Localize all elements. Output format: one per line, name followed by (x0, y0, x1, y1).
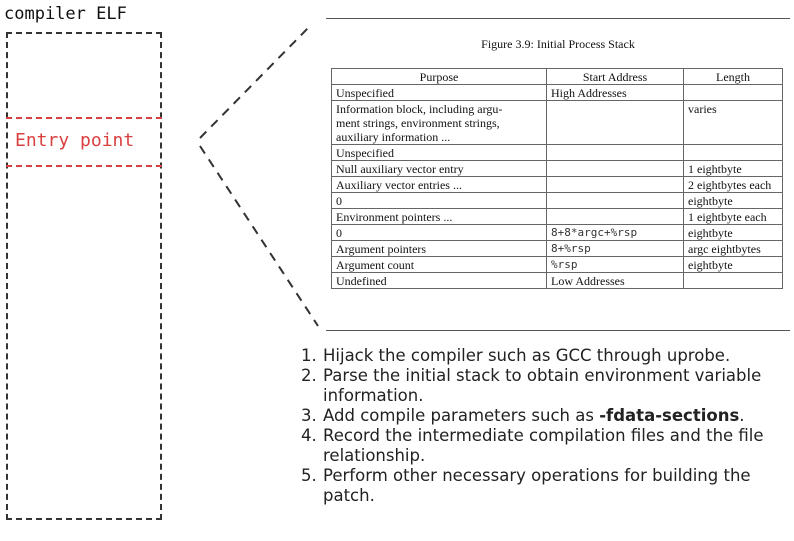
step-text: Parse the initial stack to obtain environment variable information. (323, 366, 762, 405)
cell-start-address: Low Addresses (547, 273, 684, 289)
header-length: Length (684, 69, 783, 85)
figure-title: Figure 3.9: Initial Process Stack (481, 37, 635, 51)
zoom-line-upper (200, 24, 312, 138)
cell-length: 1 eightbyte (684, 161, 783, 177)
step-text: Perform other necessary operations for building the patch. (323, 466, 751, 505)
header-purpose: Purpose (332, 69, 547, 85)
table-row (332, 241, 783, 257)
cell-start-address (547, 101, 684, 145)
cell-start-address: %rsp (547, 257, 684, 273)
cell-length: 1 eightbyte each (684, 209, 783, 225)
cell-length: 2 eightbytes each (684, 177, 783, 193)
table-row (332, 209, 783, 225)
compiler-elf-title: compiler ELF (4, 4, 127, 24)
cell-start-address: 8+8*argc+%rsp (547, 225, 684, 241)
cell-length (684, 273, 783, 289)
cell-start-address: High Addresses (547, 85, 684, 101)
cell-start-address (547, 193, 684, 209)
cell-length (684, 85, 783, 101)
table-row (332, 273, 783, 289)
step-text-end: . (739, 406, 745, 425)
step-item (322, 466, 794, 506)
cell-start-address (547, 177, 684, 193)
cell-purpose: Environment pointers ... (332, 209, 547, 225)
cell-purpose: Argument pointers (332, 241, 547, 257)
table-row (332, 161, 783, 177)
cell-length: eightbyte (684, 193, 783, 209)
cell-purpose: Unspecified (332, 85, 547, 101)
cell-length: varies (684, 101, 783, 145)
cell-purpose: Undefined (332, 273, 547, 289)
cell-length: argc eightbytes (684, 241, 783, 257)
cell-purpose: Argument count (332, 257, 547, 273)
step-text: Add compile parameters such as (323, 406, 600, 425)
step-text: Record the intermediate compilation files and the file relationship. (323, 426, 764, 465)
cell-purpose: 0 (332, 193, 547, 209)
table-row (332, 145, 783, 161)
table-body (332, 85, 783, 289)
table-row (332, 85, 783, 101)
figure-bottom-rule (326, 330, 790, 331)
cell-length: eightbyte (684, 257, 783, 273)
step-item (322, 426, 794, 466)
zoom-line-lower (200, 146, 318, 326)
cell-length (684, 145, 783, 161)
figure-top-rule (326, 18, 790, 19)
cell-purpose: 0 (332, 225, 547, 241)
initial-process-stack-table (331, 68, 783, 289)
entry-point-label: Entry point (15, 130, 135, 151)
table-row (332, 177, 783, 193)
cell-purpose: Auxiliary vector entries ... (332, 177, 547, 193)
cell-purpose: Unspecified (332, 145, 547, 161)
table-row (332, 101, 783, 145)
compile-flag: -fdata-sections (599, 406, 740, 425)
cell-start-address (547, 145, 684, 161)
step-text: Hijack the compiler such as GCC through uprobe. (323, 346, 731, 365)
header-start-address: Start Address (547, 69, 684, 85)
cell-purpose: Null auxiliary vector entry (332, 161, 547, 177)
table-row (332, 257, 783, 273)
cell-start-address (547, 161, 684, 177)
table-row (332, 225, 783, 241)
cell-start-address: 8+%rsp (547, 241, 684, 257)
table-header-row (332, 69, 783, 85)
cell-length: eightbyte (684, 225, 783, 241)
table-row (332, 193, 783, 209)
steps-list (306, 346, 794, 506)
step-item (322, 366, 794, 406)
cell-purpose: Information block, including argu- ment strings, environment strings, auxiliary information ... (332, 101, 547, 145)
step-item (322, 406, 794, 426)
step-item (322, 346, 794, 366)
cell-start-address (547, 209, 684, 225)
